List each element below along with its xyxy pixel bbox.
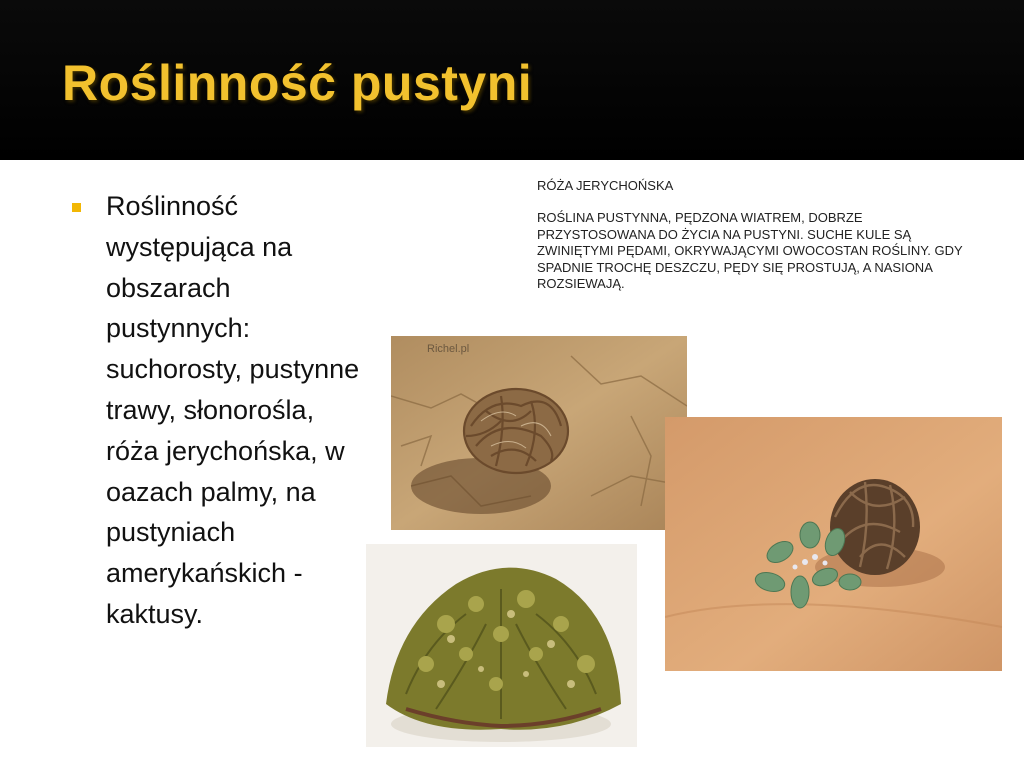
bullet-text: Roślinność występująca na obszarach pustynnych: suchorosty, pustynne trawy, słonorośla, róża jerychońska, w oazach palmy, na pustyniach amerykańskich - kaktusy.	[106, 191, 360, 629]
watermark-text: Richel.pl	[427, 343, 470, 355]
caption-text: ROŚLINA PUSTYNNA, PĘDZONA WIATREM, DOBRZE PRZYSTOSOWANA DO ŻYCIA NA PUSTYNI. SUCHE KULE SĄ ZWINIĘTYMI PĘDAMI, OKRYWAJĄCYMI OWOCOSTAN ROŚLINY. GDY SPADNIE TROCHĘ DESZCZU, PĘDY SIĘ PROSTUJĄ, A NASIONA ROZSIEWAJĄ.	[537, 210, 963, 292]
slide-content	[0, 164, 1024, 768]
slide-title: Roślinność pustyni	[62, 55, 533, 111]
photo-rose-with-seedling	[665, 417, 1002, 671]
photo-green-rose-of-jericho	[366, 544, 637, 747]
photo-dry-rose-of-jericho	[391, 336, 687, 530]
title-bar	[0, 0, 1024, 160]
bullet-marker-icon	[72, 203, 81, 212]
caption-heading: RÓŻA JERYCHOŃSKA	[537, 178, 674, 193]
